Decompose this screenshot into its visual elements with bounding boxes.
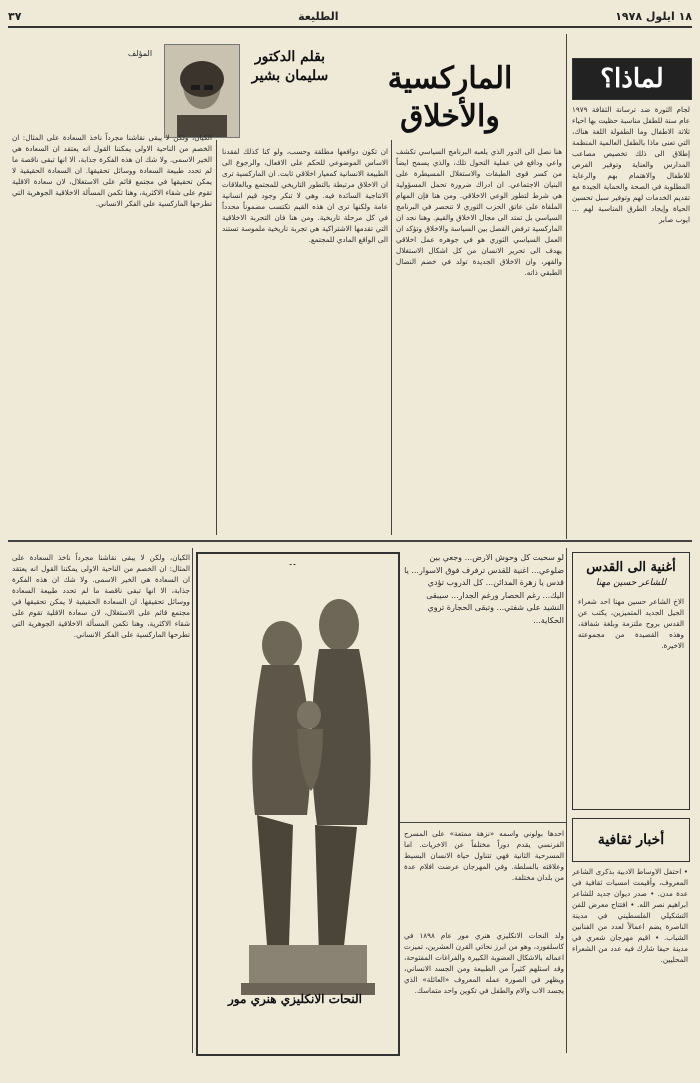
column-divider	[216, 140, 217, 535]
why-column-text: لجام الثورة ضد ترسانة الثقافة ١٩٧٩ عام سنة للطفل مناسبة حظيت بها احياء ثلاثة الاطفال وما الطفولة اللغة هناك، التي تعنى ماذا بالطفل العالمية المنظمة إطلاق الى ذلك تخصيص مصاعب المدارس والعناية وتوفير الفرص للاطفال والاهتمام بهم والرعاية المطلوبة في الصحة والحماية الجيدة مع تقديم الخدمات لهم وتوفير سبل تحسين الحياة وإيجاد الطرق المناسبة لهم ... ايوب صابر	[572, 105, 690, 224]
column-divider	[566, 548, 567, 1053]
author-portrait-icon	[165, 45, 239, 137]
section-title: الطليعة	[298, 9, 339, 23]
cultural-news-text: • احتفل الاوساط الادبية بذكرى الشاعر المعروف، وأقيمت امسيات ثقافية في عدة مدن. • صدر ديوان جديد للشاعر ابراهيم نصر الله. • افتتاح معرض للفن التشكيلي الفلسطيني في مدينة الناصرة يضم اعمالاً لعدد من الفنانين الشباب. • اقيم مهرجان شعري في مدينة حيفا شارك فيه عدد من الشعراء المحليين.	[572, 867, 688, 964]
art-caption-text: ولد النحات الانكليزي هنري مور عام ١٨٩٨ في كاسلفورد، وهو من ابرز نحاتي القرن العشرين، تميزت اعماله بالاشكال العضوية الكبيرة والفراغات المفتوحة، وقد استلهم كثيراً من الطبيعة ومن الجسد الانساني، ويظهر في الصورة عمله المعروف «العائلة» الذي يجسد الاب والام والطفل في تكوين واحد متماسك.	[404, 931, 564, 995]
issue-date: ١٨ ايلول ١٩٧٨	[615, 9, 692, 23]
article-column-2: ان تكون دوافعها مطلقة وحسب، ولو كنا كذلك لفقدنا الاساس الموضوعي للحكم على الافعال، والرجوع الى الطبيعة الانسانية كمعيار اخلاقي ثابت. ان الماركسية ترى ان الاخلاق مرتبطة بالتطور التاريخي للمجتمع وبالعلاقات الانتاجية السائدة فيه. وهي لا تنكر وجود قيم انسانية عامة ولكنها ترى ان هذه القيم تكتسب مضموناً محدداً في كل مرحلة تاريخية. ومن هنا فان التجربة الاخلاقية التي تقدمها الاشتراكية هي تجربة تاريخية ملموسة تستند الى الواقع المادي للمجتمع.	[222, 147, 388, 244]
page-header	[8, 6, 692, 28]
poem-intro: الاخ الشاعر حسين مهنا احد شعراء الجيل الجديد المتميزين، يكتب عن القدس بروح ملتزمة وبلغة شفافة، وهذه القصيدة من مجموعته الاخيرة.	[578, 597, 684, 650]
article-continuation: الكيان، ولكن لا يبقى نقاشنا مجرداً ناخذ السعادة على المثال: ان الخصم من الناحية الاولى يمكننا القول انه يعتقد ان السعادة هي الخير الاسمى. ولا شك ان هذه الفكرة جذابة، الا انها تبقى ناقصة ما لم تحدد طبيعة السعادة ووسائل تحقيقها. ان السعادة الحقيقية لا يمكن تحقيقها في مجتمع قائم على الاستغلال، لان سعادة الاقلية تقوم على شقاء الاكثرية، وهنا تكمن المسألة الاخلاقية الجوهرية التي تطرحها الماركسية على الفكر الانساني.	[12, 553, 190, 639]
article-byline: بقلم الدكتور سليمان بشير	[251, 49, 329, 84]
horizontal-divider	[400, 822, 566, 823]
sculpture-image-icon	[227, 565, 387, 1035]
column-divider	[566, 34, 567, 539]
why-logo: لماذا؟	[600, 64, 664, 94]
author-photo-label: المؤلف	[127, 49, 153, 58]
why-logo-box	[572, 58, 692, 100]
poem-verses: لو سحبت كل وحوش الارض... وجعي بين ضلوعي... اغنية للقدس ترفرف فوق الاسوار... يا قدس يا زهرة المدائن... كل الدروب تؤدي اليك... رغم الحصار ورغم الجدار... سيبقى النشيد على شفتي... وتبقى الحجارة تروي الحكاية...	[404, 553, 564, 625]
article-column-3: الكيان، ولكن لا يبقى نقاشنا مجرداً ناخذ السعادة على المثال: ان الخصم من الناحية الاولى يمكننا القول انه يعتقد ان السعادة هي الخير الاسمى. ولا شك ان هذه الفكرة جذابة، الا انها تبقى ناقصة ما لم تحدد طبيعة السعادة ووسائل تحقيقها. ان السعادة الحقيقية لا يمكن تحقيقها في مجتمع قائم على الاستغلال، لان سعادة الاقلية تقوم على شقاء الاكثرية، وهنا تكمن المسألة الاخلاقية الجوهرية التي تطرحها الماركسية على الفكر الانساني.	[12, 133, 212, 208]
page-number: ٣٧	[8, 9, 22, 23]
author-photo	[164, 44, 240, 138]
cultural-news-title: أخبار ثقافية	[597, 832, 665, 848]
article-column-1: هنا نصل الى الدور الذي يلعبه البرنامج السياسي تكشف واعي ودافع في عملية التحول تلك، والذي يسمح ايضاً من كسر قوى الطبقات والاستغلال المسيطرة على البنيان الاجتماعي. ان ادراك ضرورة تحمل المسؤولية هي شرط لتطور الوعي الاخلاقي. ومن هنا فإن المهام الملقاة على عاتق الحزب الثوري لا تنحصر في البرنامج السياسي بل تمتد الى مجال الاخلاق والقيم. وهنا نجد ان الماركسية ترفض الفصل بين السياسة والاخلاق وتؤكد ان العمل السياسي الثوري هو في جوهره عمل اخلاقي يهدف الى تحرير الانسان من كل اشكال الاستغلال والقهر، وان الاخلاق الجديدة تولد في خضم النضال الطبقي ذاته.	[396, 147, 562, 277]
column-divider	[192, 548, 193, 1053]
lower-middle-text: احدها بولوني واسمه «نزهة ممتعة» على المسرح الفرنسي يقدم دوراً مختلفاً عن الاخريات. اما المسرحية الثانية فهي تتناول حياة الانسان البسيط وعلاقته بالسلطة. وفي المهرجان عرضت افلام عدة من بلدان مختلفة.	[404, 829, 564, 882]
article-title: الماركسية والأخلاق	[387, 61, 513, 134]
horizontal-divider	[8, 540, 692, 542]
poem-box	[572, 552, 690, 810]
poem-title: أغنية الى القدس	[586, 560, 676, 575]
cultural-news-header-box	[572, 818, 690, 862]
art-caption-title: النحات الانكليزي هنري مور	[228, 992, 362, 1006]
poem-poet: للشاعر حسين مهنا	[595, 578, 667, 588]
column-divider	[391, 140, 392, 535]
